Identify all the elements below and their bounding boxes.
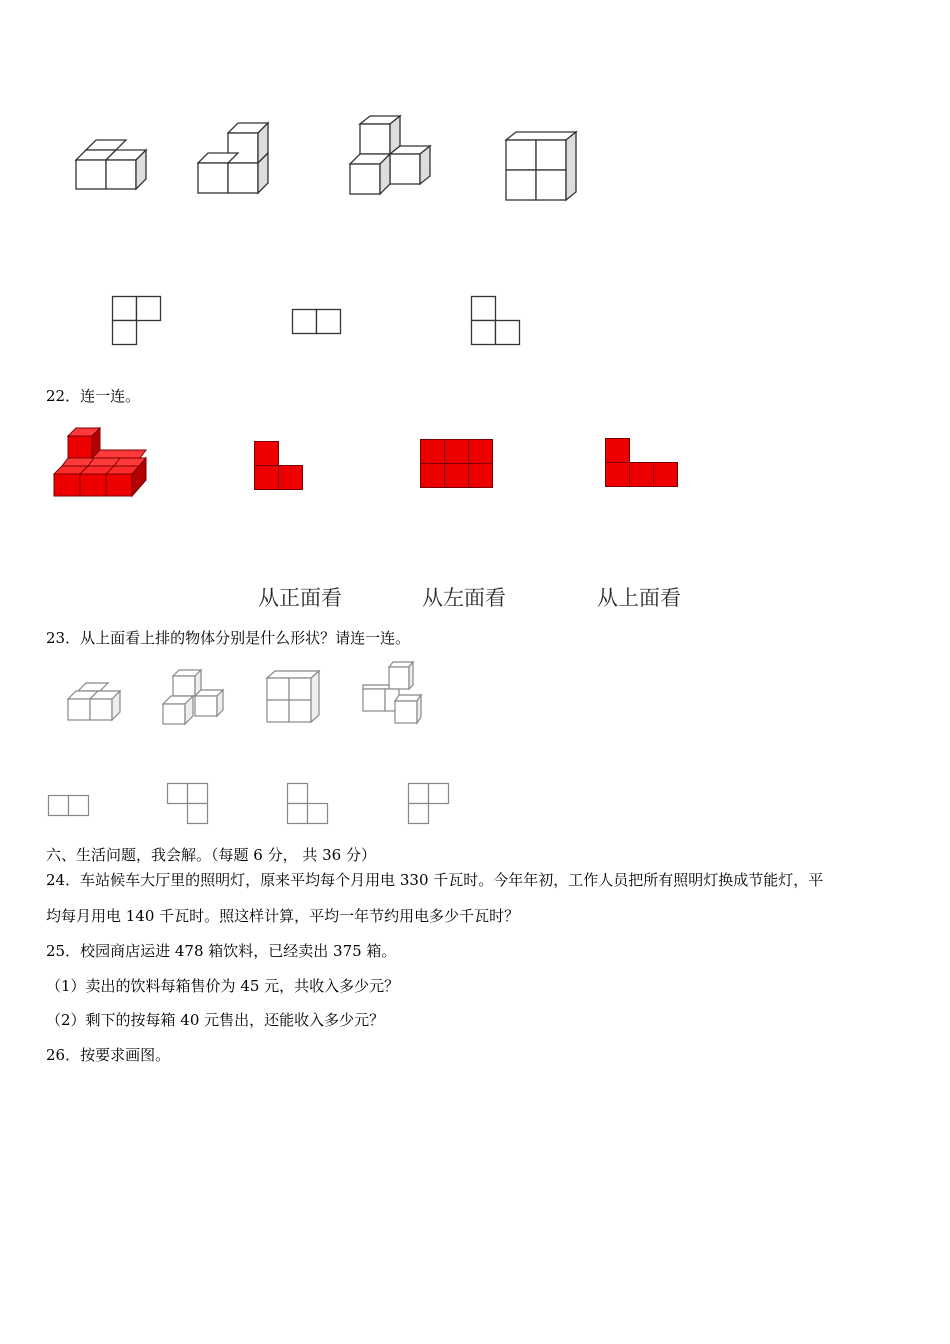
red-view-long-l [605, 438, 681, 492]
view-shape-l-top [112, 296, 164, 348]
question-25-part-2: （2）剩下的按每箱 40 元售出，还能收入多少元？ [46, 1011, 385, 1029]
red-cube-figure [54, 428, 150, 500]
gray-view-two-squares [48, 795, 92, 817]
question-25-part-1: （1）卖出的饮料每箱售价为 45 元，共收入多少元？ [46, 977, 400, 995]
gray-cube-figure-2 [163, 668, 225, 726]
label-top-view: 从上面看 [597, 586, 681, 610]
view-shape-l-bottom [471, 296, 523, 348]
question-22: 22．连一连。 [46, 387, 141, 405]
red-view-l-shape [254, 441, 306, 493]
cube-figure-1 [76, 138, 152, 193]
question-23: 23．从上面看上排的物体分别是什么形状？请连一连。 [46, 629, 411, 647]
question-24-line-1: 24．车站候车大厅里的照明灯，原来平均每个月用电 330 千瓦时。今年年初，工作人员把所有照明灯换成节能灯，平 [46, 871, 824, 889]
question-24-line-2: 均每月用电 140 千瓦时。照这样计算，平均一年节约用电多少千瓦时？ [46, 907, 520, 925]
view-shape-two-squares [292, 309, 344, 335]
gray-cube-figure-4 [359, 661, 425, 725]
cube-figure-4 [504, 130, 578, 204]
gray-cube-figure-1 [68, 681, 126, 723]
red-view-six-squares [420, 439, 496, 493]
cube-figure-2 [198, 122, 272, 196]
label-front-view: 从正面看 [258, 586, 342, 610]
gray-view-corner-shape [408, 783, 452, 827]
question-25: 25．校园商店运进 478 箱饮料，已经卖出 375 箱。 [46, 942, 397, 960]
gray-view-step-shape [167, 783, 211, 827]
gray-view-l-shape [287, 783, 331, 827]
cube-figure-3 [350, 114, 434, 198]
section-6-heading: 六、生活问题，我会解。（每题 6 分， 共 36 分） [46, 846, 376, 864]
gray-cube-figure-3 [266, 670, 322, 724]
question-26: 26．按要求画图。 [46, 1046, 171, 1064]
label-left-view: 从左面看 [422, 586, 506, 610]
